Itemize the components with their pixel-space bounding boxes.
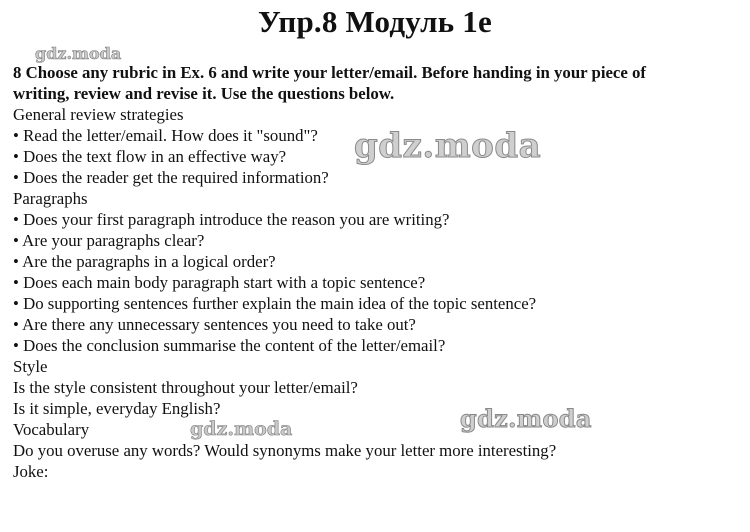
watermark-logo: gdz.moda [190, 418, 293, 440]
list-item: • Does the conclusion summarise the content of the letter/email? [13, 336, 446, 355]
list-item: Is it simple, everyday English? [13, 399, 221, 418]
list-item: • Does your first paragraph introduce the reason you are writing? [13, 210, 450, 229]
list-item: • Are your paragraphs clear? [13, 231, 205, 250]
list-item: • Are the paragraphs in a logical order? [13, 252, 276, 271]
watermark-logo: gdz.moda [35, 44, 122, 63]
list-item: • Do supporting sentences further explain the main idea of the topic sentence? [13, 294, 537, 313]
list-item: Do you overuse any words? Would synonyms make your letter more interesting? [13, 441, 557, 460]
section-heading-paragraphs: Paragraphs [13, 189, 88, 208]
watermark-logo: gdz.moda [460, 404, 592, 433]
list-item: • Are there any unnecessary sentences you need to take out? [13, 315, 416, 334]
list-item: • Does the reader get the required information? [13, 168, 329, 187]
task-instruction-line-1: 8 Choose any rubric in Ex. 6 and write your letter/email. Before handing in your piece of [13, 63, 647, 82]
page-title: Упр.8 Модуль 1е [258, 4, 492, 39]
task-instruction-line-2: writing, review and revise it. Use the questions below. [13, 84, 395, 103]
section-heading-style: Style [13, 357, 48, 376]
watermark-logo: gdz.moda [354, 126, 542, 166]
list-item: • Does the text flow in an effective way? [13, 147, 287, 166]
list-item: • Does each main body paragraph start with a topic sentence? [13, 273, 426, 292]
section-heading-general: General review strategies [13, 105, 184, 124]
list-item: Is the style consistent throughout your letter/email? [13, 378, 358, 397]
joke-label: Joke: [13, 462, 49, 481]
section-heading-vocabulary: Vocabulary [13, 420, 90, 439]
list-item: • Read the letter/email. How does it "sound"? [13, 126, 318, 145]
